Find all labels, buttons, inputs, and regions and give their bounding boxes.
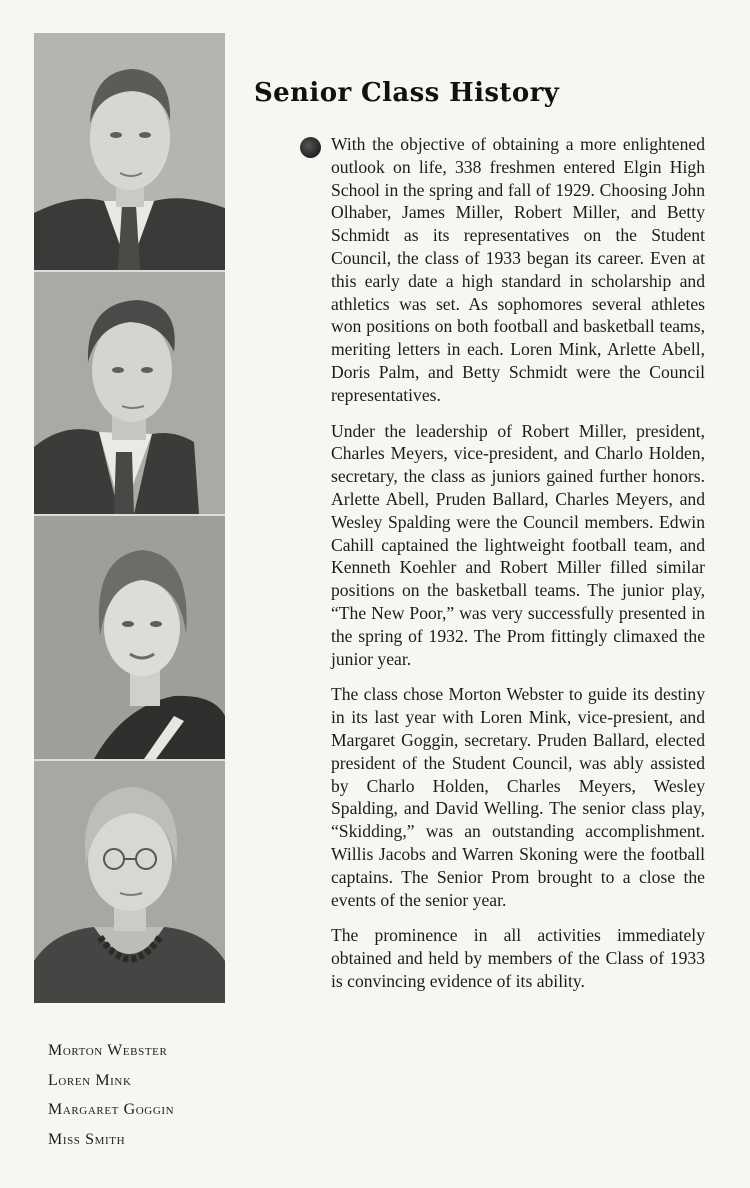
portrait-column: [34, 33, 225, 1003]
paragraph-bullet-icon: [300, 137, 321, 158]
portrait-caption-list: [48, 1036, 174, 1154]
portrait-photo: [34, 33, 225, 270]
caption-item: Loren Mink: [48, 1071, 132, 1089]
paragraph: Under the leadership of Robert Miller, president, Charles Meyers, vice-president, and Charlo Holden, secretary, the class as juniors gained further honors. Arlette Abell, Pruden Ballard, Charles Meyers, and Wesley Spalding were the Council members. Edwin Cahill captained the lightweight football team, and Kenneth Koehler and Robert Miller filled similar positions on the basketball teams. The junior play, “The New Poor,” was very successfully presented in the spring of 1932. The Prom fittingly climaxed the junior year.: [331, 420, 705, 669]
portrait-photo: [34, 761, 225, 1003]
caption-item: Margaret Goggin: [48, 1101, 175, 1118]
paragraph: The class chose Morton Webster to guide its destiny in its last year with Loren Mink, vice-presient, and Margaret Goggin, secretary. Pruden Ballard, elected president of the Student Council, was ably assisted by Charlo Holden, Charles Meyers, Wesley Spalding, and David Welling. The senior class play, “Skidding,” was an outstanding accomplishment. Willis Jacobs and Warren Skoning were the football captains. The Senior Prom brought to a close the events of the senior year.: [331, 684, 705, 910]
caption-item: Morton Webster: [48, 1042, 168, 1059]
caption-item: Miss Smith: [48, 1130, 126, 1148]
portrait-photo: [34, 272, 225, 514]
portrait-photo: [34, 516, 225, 759]
paragraph: The prominence in all activities immediately obtained and held by members of the Class of 1933 is convincing evidence of its ability.: [331, 925, 705, 991]
paragraph: With the objective of obtaining a more enlightened outlook on life, 338 freshmen entered Elgin High School in the spring and fall of 1929. Choosing John Olhaber, James Miller, Robert Miller, and Betty Schmidt as its representatives on the Student Council, the class of 1933 began its career. Even at this early date a high standard in scholarship and athletics was set. As sophomores several athletes won positions on both football and basketball teams, meriting letters in each. Loren Mink, Arlette Abell, Doris Palm, and Betty Schmidt were the Council representatives.: [331, 134, 705, 405]
page-title: Senior Class History: [254, 78, 560, 108]
article-body: [331, 133, 705, 1006]
